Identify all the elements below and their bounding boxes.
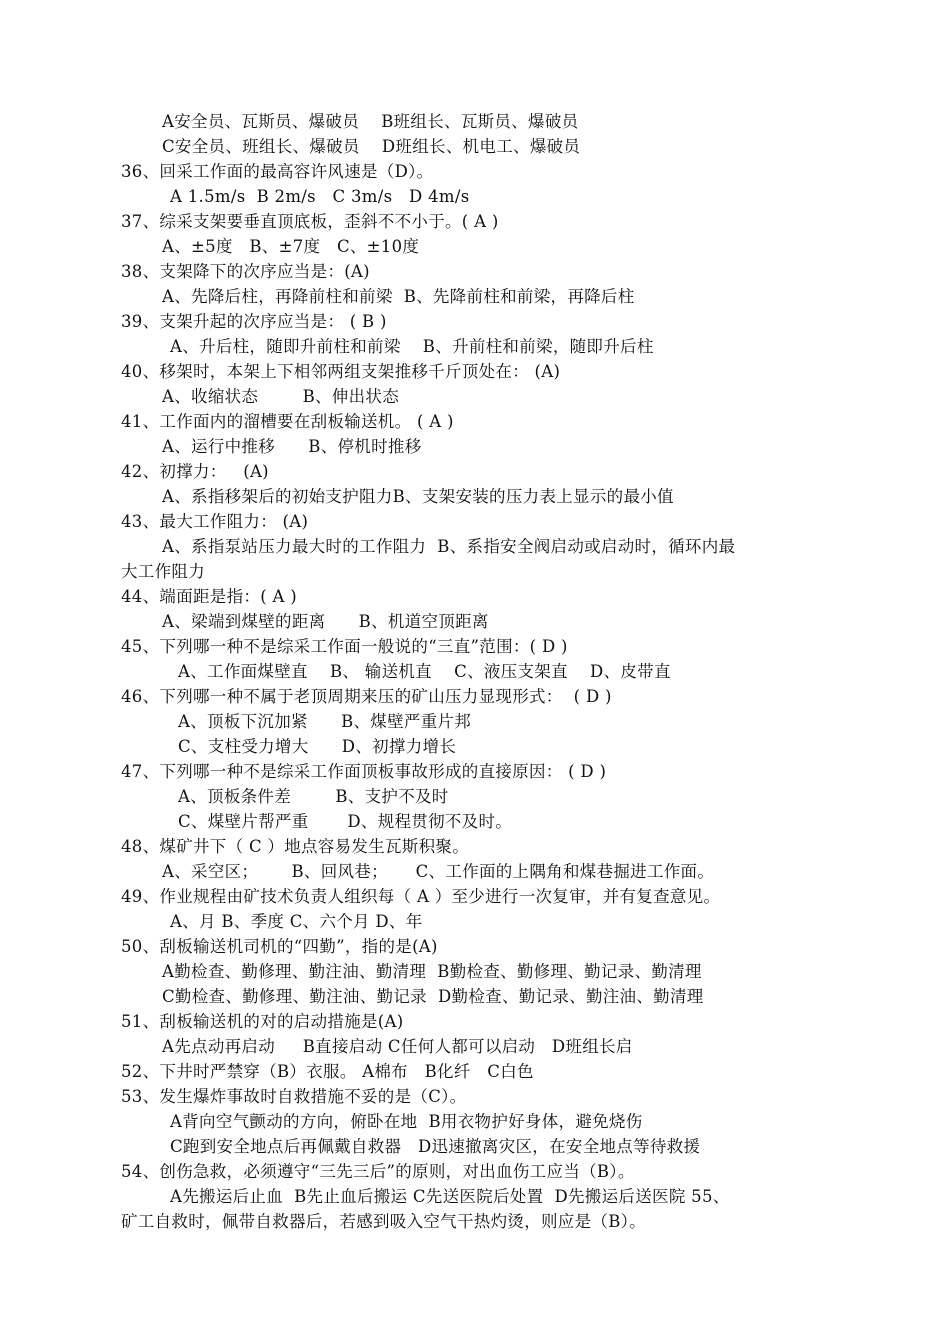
question-line: 53、发生爆炸事故时自救措施不妥的是（C）。 (121, 1087, 467, 1106)
question-line: 47、下列哪一种不是综采工作面顶板事故形成的直接原因： ( D ) (121, 762, 607, 781)
question-line: 49、作业规程由矿技术负责人组织每（ A ）至少进行一次复审，并有复查意见。 (121, 887, 721, 906)
option-line: A、运行中推移 B、停机时推移 (162, 437, 422, 456)
text-line: C安全员、班组长、爆破员 D班组长、机电工、爆破员 (162, 137, 581, 156)
option-line: C、支柱受力增大 D、初撑力增长 (178, 737, 457, 756)
option-line: A背向空气颤动的方向，俯卧在地 B用衣物护好身体，避免烧伤 (170, 1112, 643, 1131)
question-line: 46、下列哪一种不属于老顶周期来压的矿山压力显现形式： ( D ) (121, 687, 612, 706)
option-line: C、煤壁片帮严重 D、规程贯彻不及时。 (178, 812, 513, 831)
option-line: A先点动再启动 B直接启动 C任何人都可以启动 D班组长启 (162, 1037, 633, 1056)
question-line: 50、刮板输送机司机的“四勤”，指的是(A) (121, 937, 438, 956)
question-line: 44、端面距是指：( A ) (121, 587, 297, 606)
question-line: 38、支架降下的次序应当是：(A) (121, 262, 370, 281)
option-line: A、顶板下沉加紧 B、煤壁严重片邦 (178, 712, 472, 731)
question-line: 矿工自救时，佩带自救器后，若感到吸入空气干热灼烫，则应是（B）。 (121, 1212, 646, 1231)
text-line: A安全员、瓦斯员、爆破员 B班组长、瓦斯员、爆破员 (162, 112, 579, 131)
option-line: A、采空区； B、回风巷； C、工作面的上隅角和煤巷掘进工作面。 (162, 862, 715, 881)
option-line: C勤检查、勤修理、勤注油、勤记录 D勤检查、勤记录、勤注油、勤清理 (162, 987, 704, 1006)
question-line: 40、移架时，本架上下相邻两组支架推移千斤顶处在： (A) (121, 362, 561, 381)
question-line: 43、最大工作阻力： (A) (121, 512, 309, 531)
option-line: C跑到安全地点后再佩戴自救器 D迅速撤离灾区，在安全地点等待救援 (170, 1137, 701, 1156)
question-line: 39、支架升起的次序应当是： ( B ) (121, 312, 387, 331)
question-line: 54、创伤急救，必须遵守“三先三后”的原则，对出血伤工应当（B）。 (121, 1162, 635, 1181)
question-line: 42、初撑力： (A) (121, 462, 269, 481)
option-line: A 1.5m/s B 2m/s C 3m/s D 4m/s (170, 187, 470, 206)
question-line: 51、刮板输送机的对的启动措施是(A) (121, 1012, 404, 1031)
option-line-continued: 大工作阻力 (121, 562, 205, 581)
option-line: A、月 B、季度 C、六个月 D、年 (170, 912, 423, 931)
option-line: A、梁端到煤壁的距离 B、机道空顶距离 (162, 612, 489, 631)
option-line: A先搬运后止血 B先止血后搬运 C先送医院后处置 D先搬运后送医院 55、 (170, 1187, 730, 1206)
option-line: A、收缩状态 B、伸出状态 (162, 387, 399, 406)
option-line: A、±5度 B、±7度 C、±10度 (162, 237, 420, 256)
question-line: 37、综采支架要垂直顶底板，歪斜不不小于。( A ) (121, 212, 499, 231)
question-line: 41、工作面内的溜槽要在刮板输送机。 ( A ) (121, 412, 454, 431)
question-line: 45、下列哪一种不是综采工作面一般说的“三直”范围：( D ) (121, 637, 568, 656)
option-line: A、系指移架后的初始支护阻力B、支架安装的压力表上显示的最小值 (162, 487, 674, 506)
option-line: A、先降后柱，再降前柱和前梁 B、先降前柱和前梁，再降后柱 (162, 287, 635, 306)
option-line: A勤检查、勤修理、勤注油、勤清理 B勤检查、勤修理、勤记录、勤清理 (162, 962, 702, 981)
question-line: 52、下井时严禁穿（B）衣服。 A棉布 B化纤 C白色 (121, 1062, 534, 1081)
question-line: 48、煤矿井下（ C ）地点容易发生瓦斯积聚。 (121, 837, 470, 856)
question-line: 36、回采工作面的最高容许风速是（D）。 (121, 162, 434, 181)
option-line: A、升后柱，随即升前柱和前梁 B、升前柱和前梁，随即升后柱 (170, 337, 654, 356)
option-line: A、工作面煤壁直 B、 输送机直 C、液压支架直 D、皮带直 (178, 662, 671, 681)
option-line: A、顶板条件差 B、支护不及时 (178, 787, 449, 806)
option-line: A、系指泵站压力最大时的工作阻力 B、系指安全阀启动或启动时，循环内最 (162, 537, 736, 556)
